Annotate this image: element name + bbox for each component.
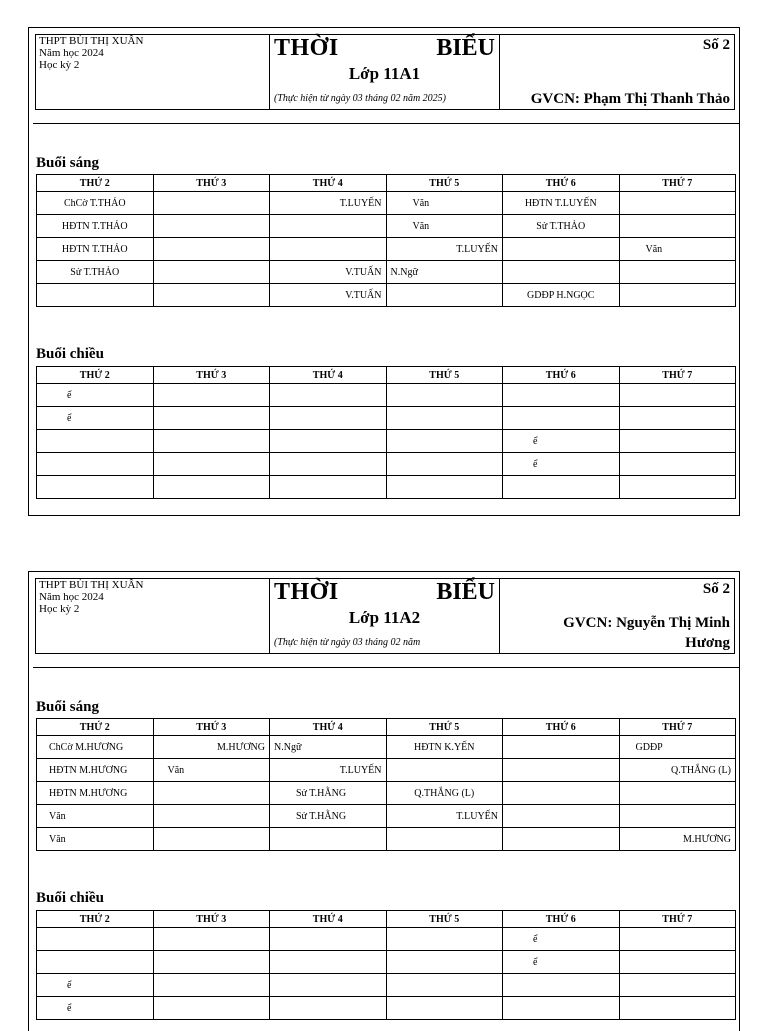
day-header: THỨ 3 [153,175,270,192]
period-row [37,759,736,782]
period-cell [619,407,736,430]
period-cell: GDĐP H.NGỌC [503,284,620,307]
period-cell [386,928,503,951]
day-header: THỨ 7 [619,175,736,192]
period-cell [153,997,270,1020]
period-cell [153,453,270,476]
day-header: THỨ 2 [37,719,154,736]
period-cell: Sử T.HẰNG [270,805,387,828]
period-cell: Văn [37,805,154,828]
day-header: THỨ 6 [503,719,620,736]
period-cell [619,974,736,997]
school-name: THPT BÙI THỊ XUÂN [39,35,144,47]
period-row [37,476,736,499]
period-cell [270,476,387,499]
afternoon-label: Buổi chiều [36,346,104,362]
period-cell: HĐTN T.THẢO [37,238,154,261]
period-cell: HĐTN T.LUYẾN [503,192,620,215]
period-cell: ể [37,407,154,430]
period-row [37,782,736,805]
period-cell: Văn [386,215,503,238]
day-header: THỨ 5 [386,719,503,736]
morning-label: Buổi sáng [36,699,99,715]
period-cell [270,951,387,974]
period-cell: Sử T.HẰNG [270,782,387,805]
period-cell [503,384,620,407]
period-cell [386,997,503,1020]
period-cell: ể [37,997,154,1020]
homeroom-teacher: GVCN: Phạm Thị Thanh Thảo [530,91,730,107]
day-header-row [37,911,736,928]
period-cell [153,974,270,997]
period-cell [619,951,736,974]
period-cell [270,238,387,261]
period-cell [386,284,503,307]
period-cell [386,384,503,407]
day-header: THỨ 5 [386,367,503,384]
period-cell [153,430,270,453]
period-cell [270,215,387,238]
period-row [37,430,736,453]
day-header: THỨ 5 [386,911,503,928]
period-row [37,407,736,430]
period-cell [270,828,387,851]
day-header-row [37,719,736,736]
period-cell [503,974,620,997]
period-cell [153,407,270,430]
period-cell [153,928,270,951]
period-cell [37,928,154,951]
period-cell [153,284,270,307]
period-cell [619,782,736,805]
morning-table [36,718,736,851]
period-cell [503,238,620,261]
day-header: THỨ 2 [37,367,154,384]
period-cell [386,476,503,499]
period-cell: ể [503,430,620,453]
period-cell [619,805,736,828]
day-header: THỨ 4 [270,367,387,384]
period-cell [503,261,620,284]
day-header: THỨ 5 [386,175,503,192]
period-cell [503,407,620,430]
period-cell [386,828,503,851]
period-cell [153,476,270,499]
day-header: THỨ 3 [153,719,270,736]
period-cell: ể [37,384,154,407]
period-cell [153,782,270,805]
title-word-2: BIỂU [436,579,495,605]
timetable-header [35,34,735,110]
period-cell [37,284,154,307]
day-header: THỨ 4 [270,719,387,736]
period-cell [153,215,270,238]
period-cell [153,192,270,215]
period-cell [37,951,154,974]
school-year: Năm học 2024 [39,591,104,603]
period-cell: HĐTN M.HƯƠNG [37,782,154,805]
school-info [35,578,269,654]
period-cell [153,951,270,974]
period-row [37,215,736,238]
day-header: THỨ 6 [503,911,620,928]
period-row [37,261,736,284]
period-row [37,192,736,215]
day-header: THỨ 4 [270,911,387,928]
period-cell [619,453,736,476]
period-cell [153,805,270,828]
period-row [37,736,736,759]
school-info [35,34,269,110]
timetable-card-11a2 [28,571,740,1031]
period-cell: N.Ngữ [270,736,387,759]
period-cell: HĐTN M.HƯƠNG [37,759,154,782]
period-cell: Sử T.THẢO [37,261,154,284]
period-row [37,284,736,307]
teacher-block [499,34,735,110]
period-cell: M.HƯƠNG [153,736,270,759]
period-cell: Văn [37,828,154,851]
period-row [37,238,736,261]
period-cell [270,453,387,476]
period-cell: Q.THẮNG (L) [619,759,736,782]
period-cell: ể [37,974,154,997]
period-cell: Q.THẮNG (L) [386,782,503,805]
day-header: THỨ 3 [153,911,270,928]
timetable-card-11a1 [28,27,740,516]
period-cell [37,476,154,499]
period-cell [619,384,736,407]
period-cell: N.Ngữ [386,261,503,284]
period-cell [619,215,736,238]
period-cell [270,997,387,1020]
day-header: THỨ 4 [270,175,387,192]
period-cell [619,928,736,951]
divider [33,123,739,124]
period-cell [153,261,270,284]
title-word-1: THỜI [274,35,339,61]
day-header: THỨ 3 [153,367,270,384]
class-name: Lớp 11A1 [348,64,421,83]
period-row [37,928,736,951]
afternoon-table [36,366,736,499]
period-row [37,997,736,1020]
period-cell [386,453,503,476]
day-header-row [37,175,736,192]
period-cell: T.LUYẾN [270,192,387,215]
period-cell [386,951,503,974]
period-cell [503,997,620,1020]
title-block [269,578,499,654]
period-cell [619,284,736,307]
period-cell [503,736,620,759]
period-cell [153,238,270,261]
afternoon-label: Buổi chiều [36,890,104,906]
day-header: THỨ 2 [37,911,154,928]
period-cell: GDĐP [619,736,736,759]
period-row [37,974,736,997]
period-cell: ể [503,928,620,951]
day-header: THỨ 6 [503,367,620,384]
title-word-1: THỜI [274,579,339,605]
period-cell: T.LUYẾN [386,238,503,261]
period-cell [153,828,270,851]
period-row [37,828,736,851]
period-cell [386,430,503,453]
period-cell [270,974,387,997]
period-cell [270,407,387,430]
period-cell: V.TUẤN [270,261,387,284]
period-cell [619,430,736,453]
schedule-number: Số 2 [702,37,730,53]
school-name: THPT BÙI THỊ XUÂN [39,579,144,591]
class-name: Lớp 11A2 [348,608,421,627]
period-cell: T.LUYẾN [386,805,503,828]
period-cell: Văn [619,238,736,261]
title-word-2: BIỂU [436,35,495,61]
period-cell [270,430,387,453]
morning-table [36,174,736,307]
day-header: THỨ 2 [37,175,154,192]
period-cell [386,974,503,997]
divider [33,667,739,668]
period-cell [153,384,270,407]
afternoon-table [36,910,736,1020]
effective-date-note: (Thực hiện từ ngày 03 tháng 02 năm [274,637,421,648]
period-cell: T.LUYẾN [270,759,387,782]
period-row [37,805,736,828]
day-header-row [37,367,736,384]
period-cell: ể [503,453,620,476]
period-row [37,453,736,476]
teacher-block [499,578,735,654]
school-year: Năm học 2024 [39,47,104,59]
period-cell: ể [503,951,620,974]
period-cell [503,782,620,805]
period-cell: ChCờ M.HƯƠNG [37,736,154,759]
timetable-header [35,578,735,654]
period-cell: V.TUẤN [270,284,387,307]
period-cell [37,453,154,476]
period-cell [619,261,736,284]
period-cell [619,192,736,215]
period-cell [270,384,387,407]
period-cell: HĐTN K.YẾN [386,736,503,759]
period-cell: M.HƯƠNG [619,828,736,851]
period-cell: ChCờ T.THẢO [37,192,154,215]
period-cell [386,759,503,782]
period-row [37,951,736,974]
period-cell [503,805,620,828]
day-header: THỨ 7 [619,367,736,384]
period-cell [503,759,620,782]
morning-label: Buổi sáng [36,155,99,171]
period-cell [503,828,620,851]
period-cell [503,476,620,499]
period-cell [270,928,387,951]
period-cell: Văn [386,192,503,215]
day-header: THỨ 7 [619,719,736,736]
period-cell [619,476,736,499]
period-cell [37,430,154,453]
effective-date-note: (Thực hiện từ ngày 03 tháng 02 năm 2025) [274,93,447,104]
period-cell [619,997,736,1020]
period-cell: Văn [153,759,270,782]
period-cell [386,407,503,430]
period-cell: Sử T.THẢO [503,215,620,238]
day-header: THỨ 6 [503,175,620,192]
period-row [37,384,736,407]
schedule-number: Số 2 [702,581,730,597]
school-term: Học kỳ 2 [39,603,80,615]
school-term: Học kỳ 2 [39,59,80,71]
title-block [269,34,499,110]
day-header: THỨ 7 [619,911,736,928]
period-cell: HĐTN T.THẢO [37,215,154,238]
homeroom-teacher: GVCN: Nguyễn Thị Minh Hương [563,615,730,651]
